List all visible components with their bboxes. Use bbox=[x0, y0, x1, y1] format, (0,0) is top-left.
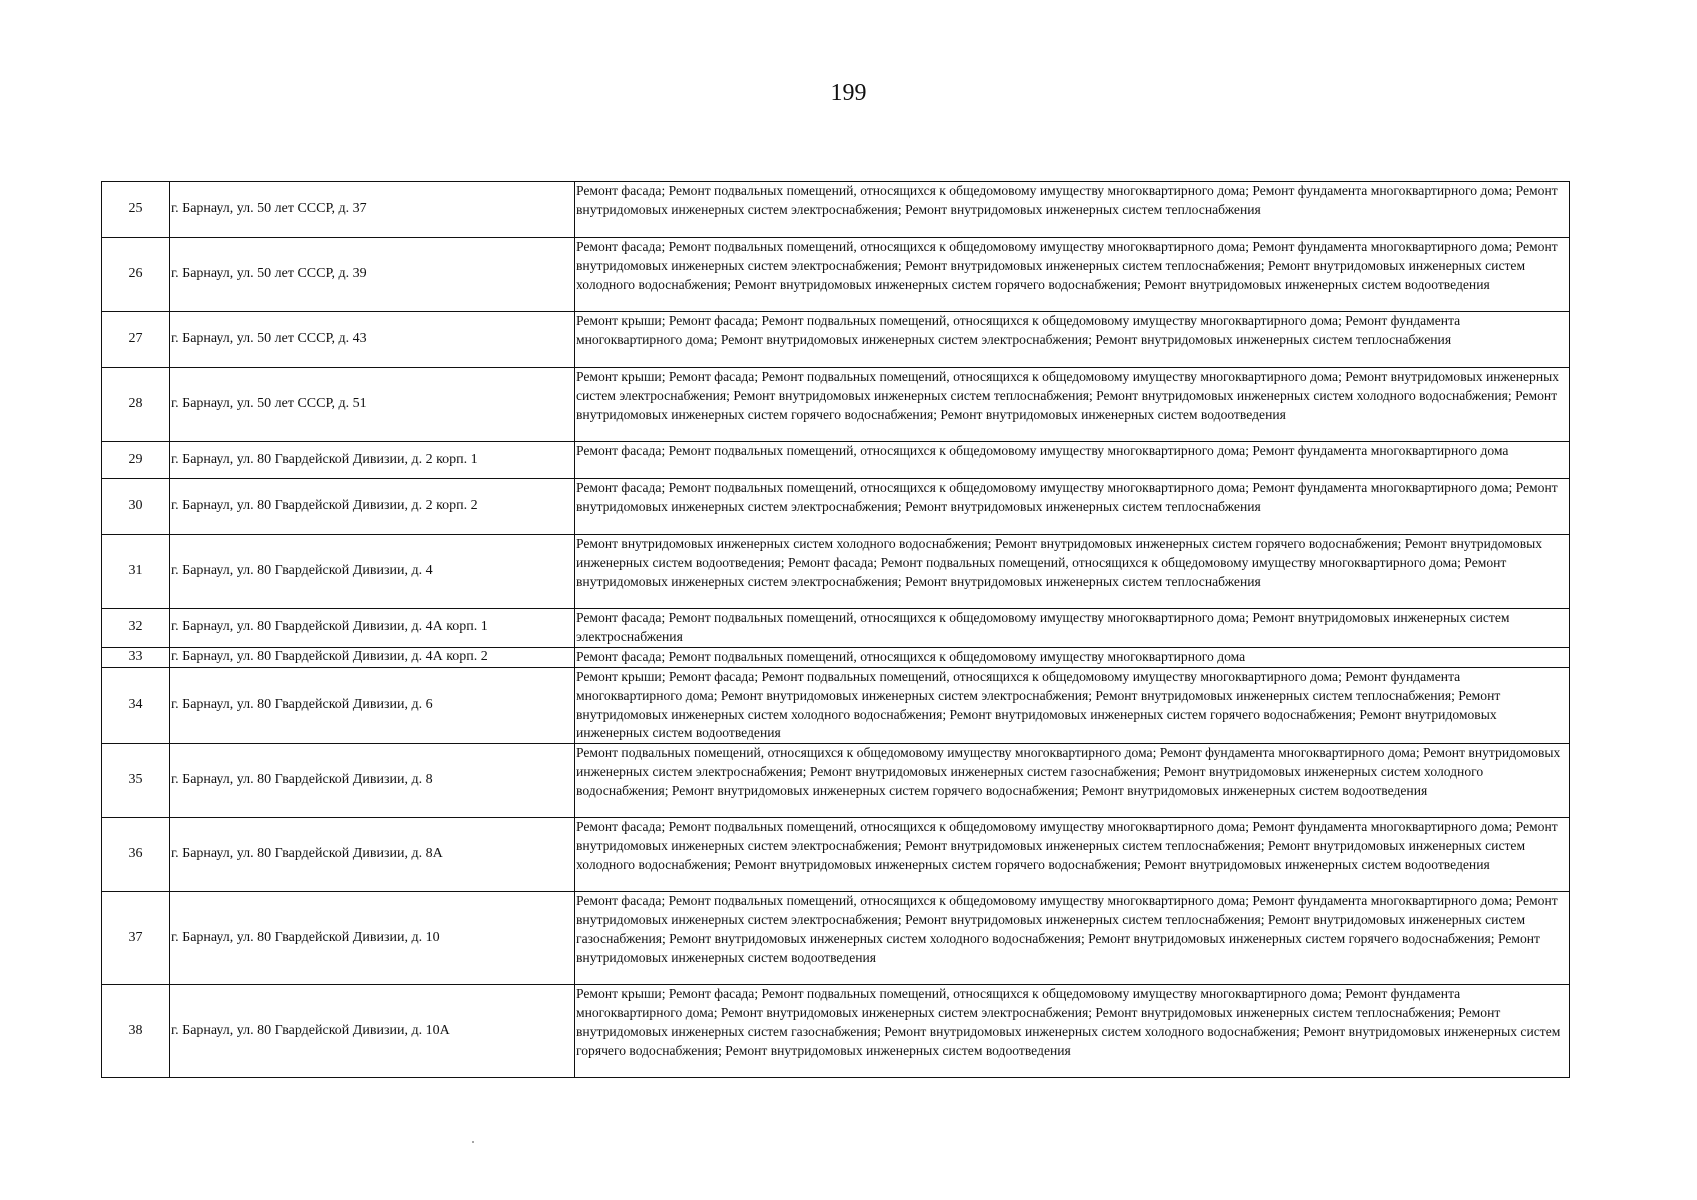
row-address: г. Барнаул, ул. 50 лет СССР, д. 43 bbox=[170, 312, 575, 368]
table-row bbox=[102, 818, 1570, 892]
row-address: г. Барнаул, ул. 50 лет СССР, д. 39 bbox=[170, 238, 575, 312]
row-address: г. Барнаул, ул. 80 Гвардейской Дивизии, д. 4А корп. 2 bbox=[170, 647, 575, 667]
row-address: г. Барнаул, ул. 80 Гвардейской Дивизии, д. 2 корп. 2 bbox=[170, 479, 575, 535]
row-address: г. Барнаул, ул. 80 Гвардейской Дивизии, д. 8 bbox=[170, 744, 575, 818]
table-row bbox=[102, 985, 1570, 1078]
row-works: Ремонт внутридомовых инженерных систем холодного водоснабжения; Ремонт внутридомовых инженерных систем горячего водоснабжения; Ремонт внутридомовых инженерных систем водоотведения; Ремонт фасада; Ремонт подвальных помещений, относящихся к общедомовому имуществу многоквартирного дома; Ремонт внутридомовых инженерных систем электроснабжения; Ремонт внутридомовых инженерных систем теплоснабжения bbox=[575, 535, 1570, 609]
row-number: 30 bbox=[102, 479, 170, 535]
table-row bbox=[102, 667, 1570, 744]
table-row bbox=[102, 442, 1570, 479]
table-row bbox=[102, 647, 1570, 667]
row-works: Ремонт фасада; Ремонт подвальных помещений, относящихся к общедомовому имуществу многоквартирного дома bbox=[575, 647, 1570, 667]
row-works: Ремонт крыши; Ремонт фасада; Ремонт подвальных помещений, относящихся к общедомовому имуществу многоквартирного дома; Ремонт фундамента многоквартирного дома; Ремонт внутридомовых инженерных систем электроснабжения; Ремонт внутридомовых инженерных систем теплоснабжения; Ремонт внутридомовых инженерных систем холодного водоснабжения; Ремонт внутридомовых инженерных систем горячего водоснабжения; Ремонт внутридомовых инженерных систем водоотведения bbox=[575, 667, 1570, 744]
table-row bbox=[102, 744, 1570, 818]
row-address: г. Барнаул, ул. 80 Гвардейской Дивизии, д. 4 bbox=[170, 535, 575, 609]
scan-speck bbox=[472, 1141, 474, 1143]
row-number: 28 bbox=[102, 368, 170, 442]
table-row bbox=[102, 182, 1570, 238]
row-works: Ремонт крыши; Ремонт фасада; Ремонт подвальных помещений, относящихся к общедомовому имуществу многоквартирного дома; Ремонт внутридомовых инженерных систем электроснабжения; Ремонт внутридомовых инженерных систем теплоснабжения; Ремонт внутридомовых инженерных систем холодного водоснабжения; Ремонт внутридомовых инженерных систем горячего водоснабжения; Ремонт внутридомовых инженерных систем водоотведения bbox=[575, 368, 1570, 442]
table-row bbox=[102, 238, 1570, 312]
table-row bbox=[102, 609, 1570, 648]
table-row bbox=[102, 479, 1570, 535]
row-address: г. Барнаул, ул. 80 Гвардейской Дивизии, д. 6 bbox=[170, 667, 575, 744]
table-body bbox=[102, 182, 1570, 1078]
table-row bbox=[102, 368, 1570, 442]
page-number: 199 bbox=[830, 80, 867, 106]
row-works: Ремонт крыши; Ремонт фасада; Ремонт подвальных помещений, относящихся к общедомовому имуществу многоквартирного дома; Ремонт фундамента многоквартирного дома; Ремонт внутридомовых инженерных систем электроснабжения; Ремонт внутридомовых инженерных систем теплоснабжения bbox=[575, 312, 1570, 368]
row-works: Ремонт подвальных помещений, относящихся к общедомовому имуществу многоквартирного дома; Ремонт фундамента многоквартирного дома; Ремонт внутридомовых инженерных систем электроснабжения; Ремонт внутридомовых инженерных систем газоснабжения; Ремонт внутридомовых инженерных систем холодного водоснабжения; Ремонт внутридомовых инженерных систем горячего водоснабжения; Ремонт внутридомовых инженерных систем водоотведения bbox=[575, 744, 1570, 818]
row-number: 37 bbox=[102, 892, 170, 985]
row-number: 27 bbox=[102, 312, 170, 368]
row-address: г. Барнаул, ул. 50 лет СССР, д. 37 bbox=[170, 182, 575, 238]
row-address: г. Барнаул, ул. 80 Гвардейской Дивизии, д. 10 bbox=[170, 892, 575, 985]
repair-works-table bbox=[101, 181, 1570, 1078]
row-address: г. Барнаул, ул. 80 Гвардейской Дивизии, д. 8А bbox=[170, 818, 575, 892]
row-works: Ремонт фасада; Ремонт подвальных помещений, относящихся к общедомовому имуществу многоквартирного дома; Ремонт фундамента многоквартирного дома; Ремонт внутридомовых инженерных систем электроснабжения; Ремонт внутридомовых инженерных систем теплоснабжения; Ремонт внутридомовых инженерных систем газоснабжения; Ремонт внутридомовых инженерных систем холодного водоснабжения; Ремонт внутридомовых инженерных систем горячего водоснабжения; Ремонт внутридомовых инженерных систем водоотведения bbox=[575, 892, 1570, 985]
row-works: Ремонт фасада; Ремонт подвальных помещений, относящихся к общедомовому имуществу многоквартирного дома; Ремонт фундамента многоквартирного дома; Ремонт внутридомовых инженерных систем электроснабжения; Ремонт внутридомовых инженерных систем теплоснабжения bbox=[575, 479, 1570, 535]
table-row bbox=[102, 535, 1570, 609]
row-number: 36 bbox=[102, 818, 170, 892]
row-number: 31 bbox=[102, 535, 170, 609]
row-number: 26 bbox=[102, 238, 170, 312]
row-number: 25 bbox=[102, 182, 170, 238]
row-address: г. Барнаул, ул. 50 лет СССР, д. 51 bbox=[170, 368, 575, 442]
row-works: Ремонт фасада; Ремонт подвальных помещений, относящихся к общедомовому имуществу многоквартирного дома; Ремонт внутридомовых инженерных систем электроснабжения bbox=[575, 609, 1570, 648]
row-address: г. Барнаул, ул. 80 Гвардейской Дивизии, д. 10А bbox=[170, 985, 575, 1078]
table-row bbox=[102, 312, 1570, 368]
row-number: 29 bbox=[102, 442, 170, 479]
row-works: Ремонт крыши; Ремонт фасада; Ремонт подвальных помещений, относящихся к общедомовому имуществу многоквартирного дома; Ремонт фундамента многоквартирного дома; Ремонт внутридомовых инженерных систем электроснабжения; Ремонт внутридомовых инженерных систем теплоснабжения; Ремонт внутридомовых инженерных систем газоснабжения; Ремонт внутридомовых инженерных систем холодного водоснабжения; Ремонт внутридомовых инженерных систем горячего водоснабжения; Ремонт внутридомовых инженерных систем водоотведения bbox=[575, 985, 1570, 1078]
row-works: Ремонт фасада; Ремонт подвальных помещений, относящихся к общедомовому имуществу многоквартирного дома; Ремонт фундамента многоквартирного дома; Ремонт внутридомовых инженерных систем электроснабжения; Ремонт внутридомовых инженерных систем теплоснабжения bbox=[575, 182, 1570, 238]
row-address: г. Барнаул, ул. 80 Гвардейской Дивизии, д. 2 корп. 1 bbox=[170, 442, 575, 479]
row-works: Ремонт фасада; Ремонт подвальных помещений, относящихся к общедомовому имуществу многоквартирного дома; Ремонт фундамента многоквартирного дома; Ремонт внутридомовых инженерных систем электроснабжения; Ремонт внутридомовых инженерных систем теплоснабжения; Ремонт внутридомовых инженерных систем холодного водоснабжения; Ремонт внутридомовых инженерных систем горячего водоснабжения; Ремонт внутридомовых инженерных систем водоотведения bbox=[575, 818, 1570, 892]
row-number: 38 bbox=[102, 985, 170, 1078]
row-address: г. Барнаул, ул. 80 Гвардейской Дивизии, д. 4А корп. 1 bbox=[170, 609, 575, 648]
row-works: Ремонт фасада; Ремонт подвальных помещений, относящихся к общедомовому имуществу многоквартирного дома; Ремонт фундамента многоквартирного дома; Ремонт внутридомовых инженерных систем электроснабжения; Ремонт внутридомовых инженерных систем теплоснабжения; Ремонт внутридомовых инженерных систем холодного водоснабжения; Ремонт внутридомовых инженерных систем горячего водоснабжения; Ремонт внутридомовых инженерных систем водоотведения bbox=[575, 238, 1570, 312]
row-works: Ремонт фасада; Ремонт подвальных помещений, относящихся к общедомовому имуществу многоквартирного дома; Ремонт фундамента многоквартирного дома bbox=[575, 442, 1570, 479]
row-number: 33 bbox=[102, 647, 170, 667]
row-number: 32 bbox=[102, 609, 170, 648]
row-number: 34 bbox=[102, 667, 170, 744]
table-row bbox=[102, 892, 1570, 985]
row-number: 35 bbox=[102, 744, 170, 818]
